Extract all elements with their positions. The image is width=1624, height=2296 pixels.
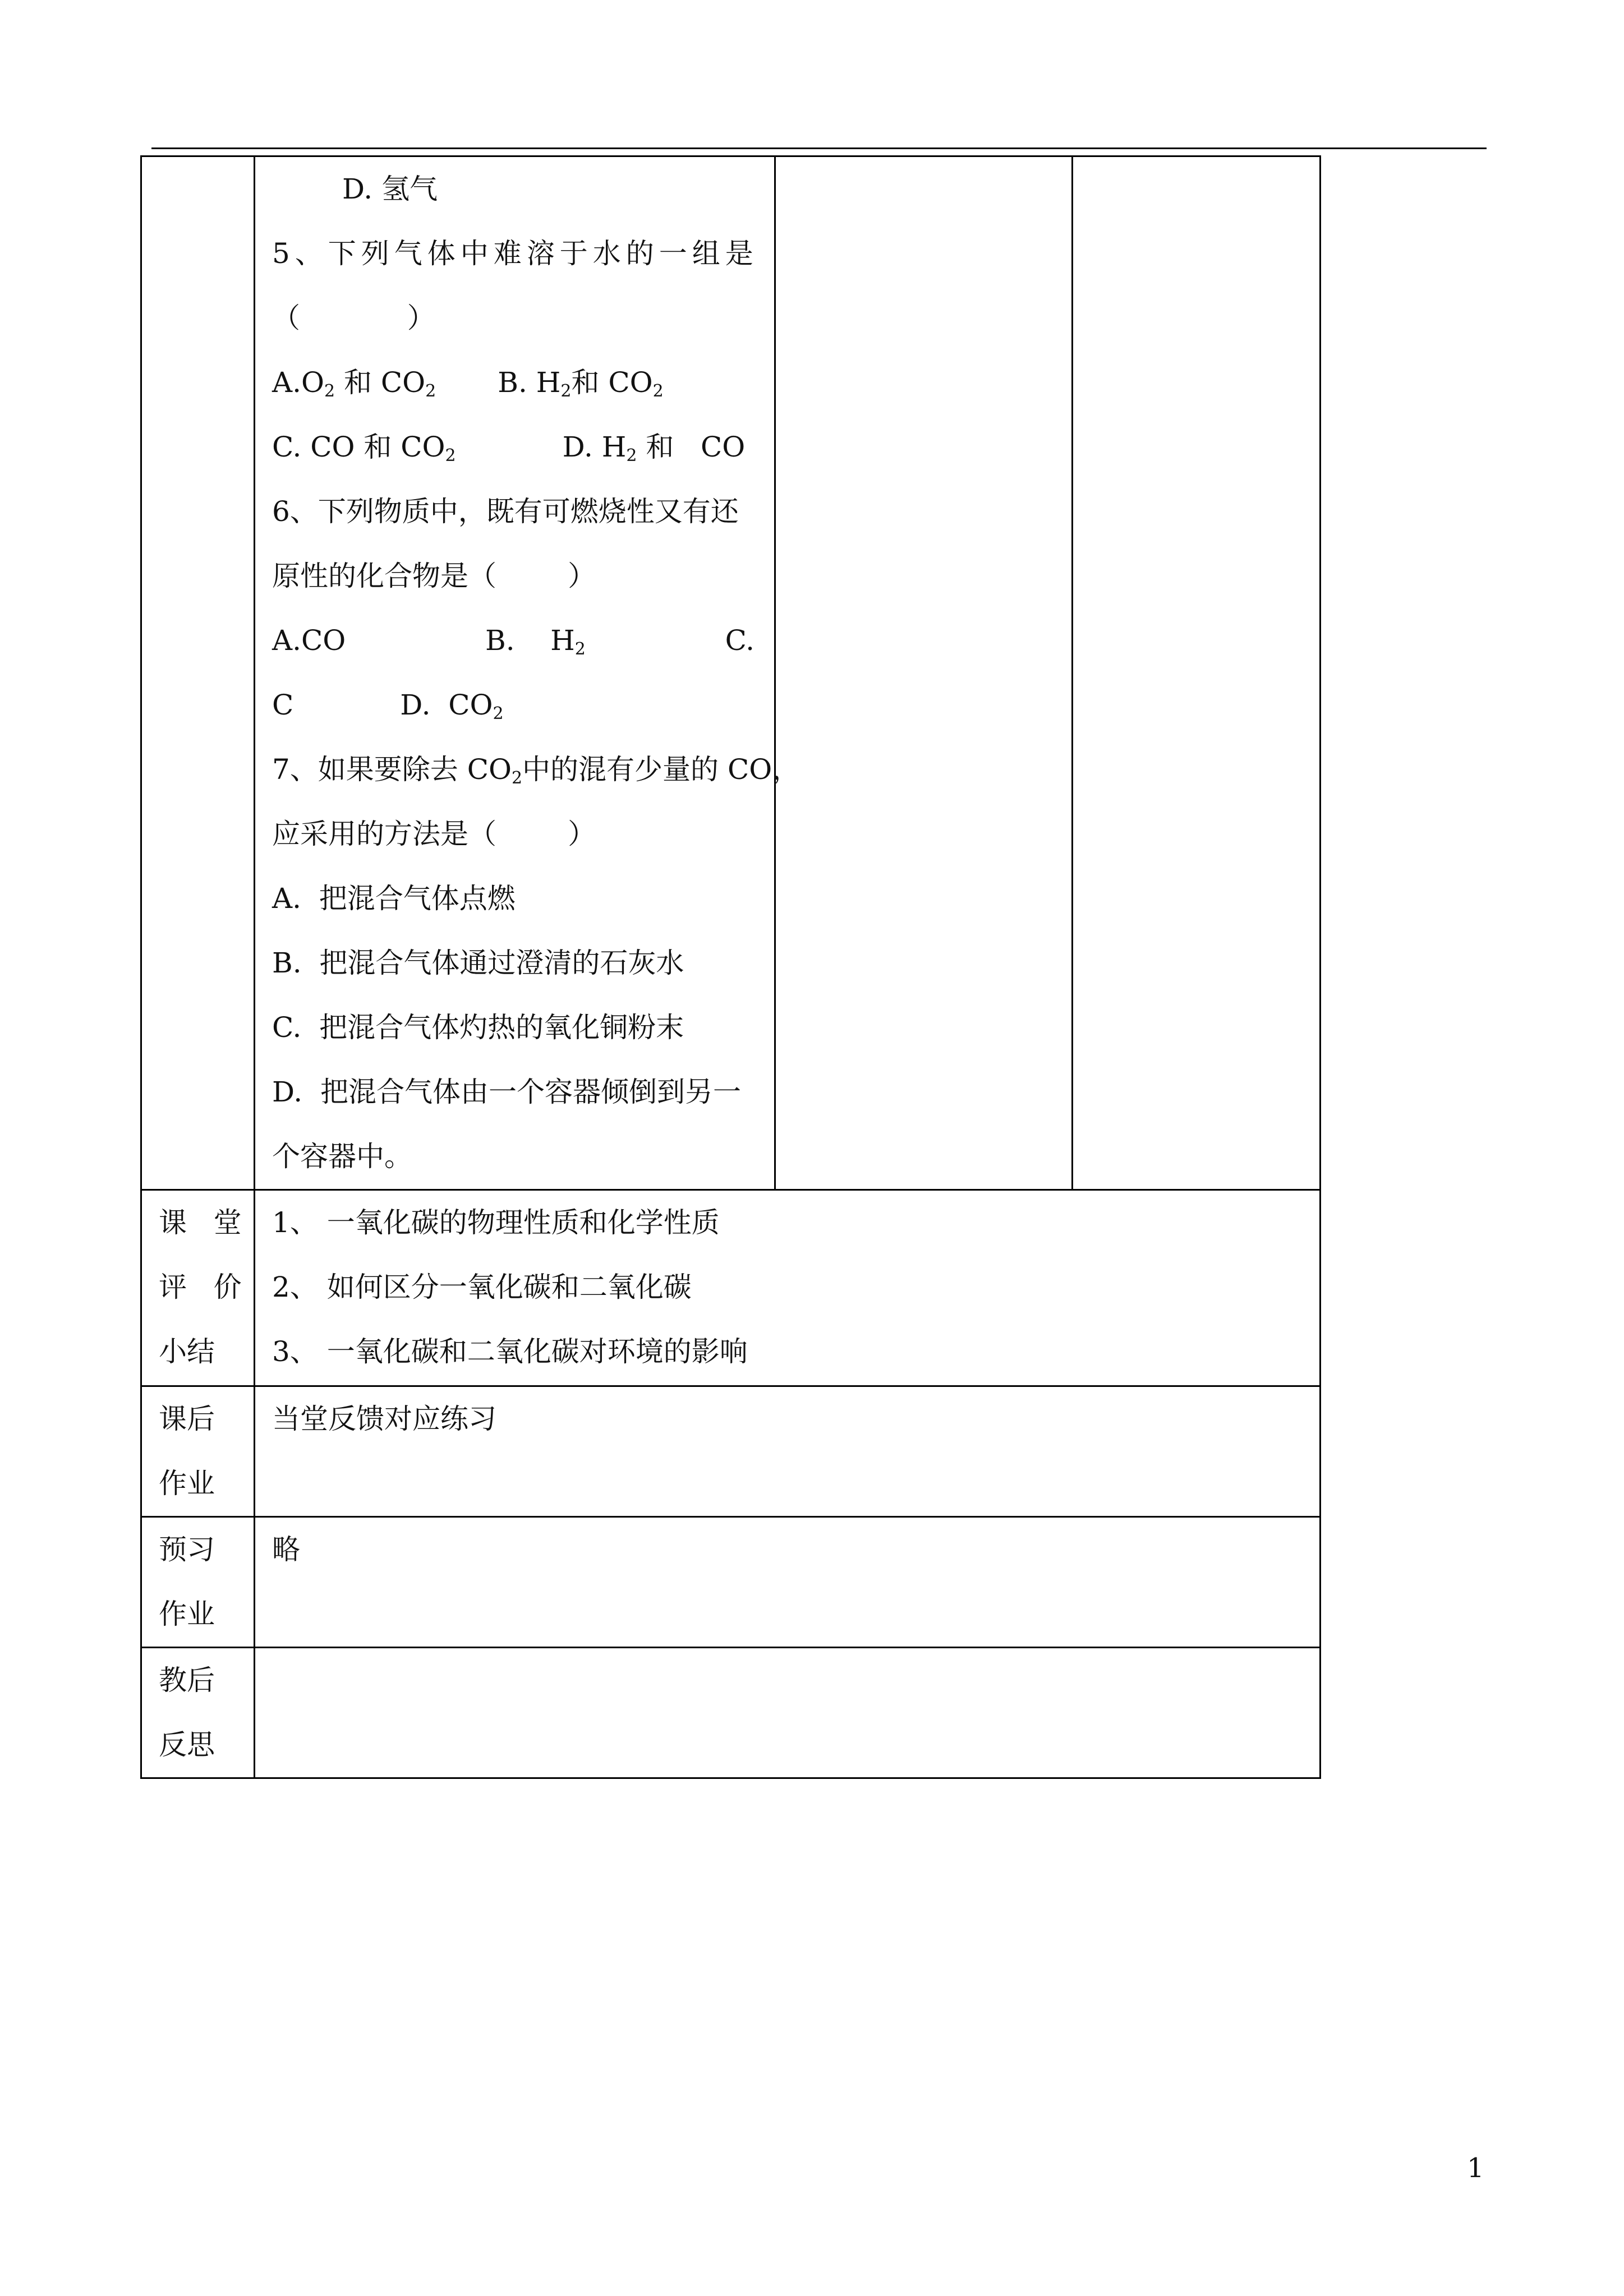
q7-stem-2: 应采用的方法是（ ）: [272, 818, 596, 850]
q5-options-cd: [272, 415, 763, 480]
q5-option-c: C. CO 和 $CO_2$: [272, 431, 456, 465]
summary-item: 3、 一氧化碳和二氧化碳对环境的影响: [272, 1335, 748, 1368]
q5-paren: （ ）: [272, 302, 435, 334]
q6-option-d: D. $CO_2$: [400, 689, 504, 723]
exercise-label-cell: [141, 156, 255, 1190]
exercise-content-cell: [255, 156, 801, 1190]
reflection-content-cell: [255, 1648, 1321, 1778]
q7-option-d-2: 个容器中。: [272, 1140, 412, 1173]
preview-text: 略: [272, 1533, 300, 1566]
q6-options-cd: [272, 673, 763, 737]
preview-label-cell: [141, 1517, 255, 1648]
q6-options-abc: [272, 608, 755, 673]
q6-option-c-cont: C: [272, 689, 294, 721]
q7-option-c: C. 把混合气体灼热的氧化铜粉末: [272, 1011, 684, 1044]
q5-option-b: B. $H_2$和 $CO_2$: [498, 366, 664, 401]
q5-option-d: D. $H_2$ 和 CO: [562, 431, 746, 465]
exercise-row: [141, 156, 1321, 1190]
q7-stem-1: 7、如果要除去 $CO_2$中的混有少量的 CO，: [272, 753, 801, 788]
summary-row: [141, 1190, 1321, 1386]
preview-label-1: 预习: [159, 1533, 215, 1566]
preview-label-2: 作业: [159, 1598, 215, 1630]
q5-stem: 5、下列气体中难溶于水的一组是: [272, 237, 758, 270]
q6-stem-1: 6、下列物质中，既有可燃烧性又有还: [272, 495, 739, 528]
preview-content-cell: [255, 1517, 1321, 1648]
preview-row: [141, 1517, 1321, 1648]
q7-option-b: B. 把混合气体通过澄清的石灰水: [272, 947, 684, 979]
summary-label-cell: [141, 1190, 255, 1386]
summary-label-2: 评 价: [159, 1271, 242, 1303]
header-rule: [151, 147, 1487, 149]
homework-label-2: 作业: [159, 1467, 215, 1500]
summary-item: 1、 一氧化碳的物理性质和化学性质: [272, 1206, 720, 1239]
exercise-col4-cell: [1073, 156, 1321, 1190]
reflection-label-cell: [141, 1648, 255, 1778]
reflection-label-2: 反思: [159, 1728, 215, 1761]
q6-stem-2: 原性的化合物是（ ）: [272, 560, 596, 592]
summary-label-3: 小结: [159, 1335, 215, 1368]
summary-label-1: 课 堂: [159, 1206, 242, 1239]
summary-item: 2、 如何区分一氧化碳和二氧化碳: [272, 1271, 692, 1303]
q5-option-a: $A.O_2$ 和 $CO_2$: [272, 366, 436, 401]
reflection-label-1: 教后: [159, 1664, 215, 1696]
homework-label-1: 课后: [159, 1403, 215, 1435]
q4-option-d: D. 氢气: [342, 173, 438, 205]
q6-option-a: A.CO: [272, 624, 346, 657]
homework-content-cell: [255, 1386, 1321, 1517]
page-number: 1: [1467, 2152, 1484, 2184]
q6-option-b: B. $H_2$: [485, 624, 586, 659]
homework-label-cell: [141, 1386, 255, 1517]
q6-option-c: C.: [725, 624, 755, 657]
homework-text: 当堂反馈对应练习: [272, 1403, 496, 1435]
q7-option-d-1: D. 把混合气体由一个容器倾倒到另一: [272, 1076, 741, 1108]
lesson-plan-table: [140, 155, 1321, 1779]
exercise-col3-cell: [775, 156, 1073, 1190]
q5-options-ab: [272, 351, 763, 415]
summary-content-cell: [255, 1190, 1321, 1386]
reflection-row: [141, 1648, 1321, 1778]
homework-row: [141, 1386, 1321, 1517]
q7-option-a: A. 把混合气体点燃: [272, 882, 516, 915]
